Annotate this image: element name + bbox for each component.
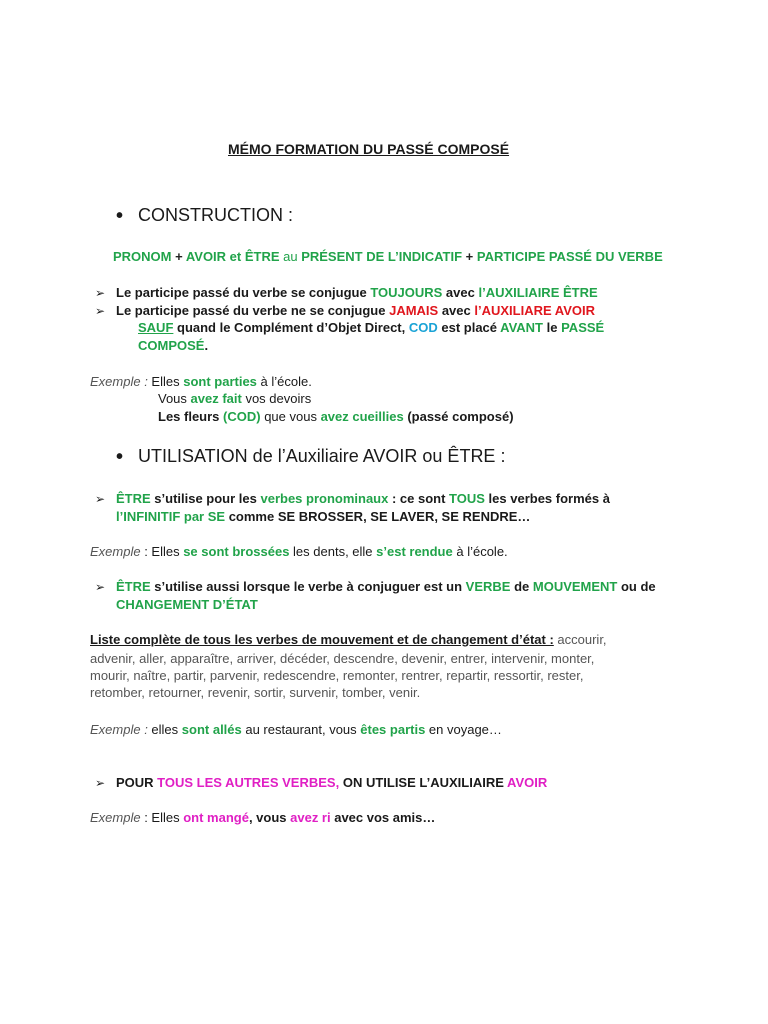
rule-mouvement-line1: ÊTRE s’utilise aussi lorsque le verbe à conjuguer est un VERBE de MOUVEMENT ou de xyxy=(116,579,656,594)
example-pronominaux: Exemple : Elles se sont brossées les dents, elle s’est rendue à l’école. xyxy=(90,544,508,559)
arrow-bullet-icon: ➢ xyxy=(95,304,106,318)
verb-list-line4: retomber, retourner, revenir, sortir, survenir, tomber, venir. xyxy=(90,685,421,700)
bullet-dot: • xyxy=(116,446,124,468)
rule-pronominaux-line2: l’INFINITIF par SE comme SE BROSSER, SE LAVER, SE RENDRE… xyxy=(116,509,531,524)
verb-list-line1: Liste complète de tous les verbes de mouvement et de changement d’état : accourir, xyxy=(90,632,607,647)
arrow-bullet-icon: ➢ xyxy=(95,776,106,790)
example-construction-line1: Exemple : Elles sont parties à l’école. xyxy=(90,374,312,389)
construction-formula: PRONOM + AVOIR et ÊTRE au PRÉSENT DE L’INDICATIF + PARTICIPE PASSÉ DU VERBE xyxy=(113,249,663,264)
rule-mouvement-line2: CHANGEMENT D’ÉTAT xyxy=(116,597,258,612)
example-construction-line3: Les fleurs (COD) que vous avez cueillies (passé composé) xyxy=(158,409,514,424)
example-mouvement: Exemple : elles sont allés au restaurant, vous êtes partis en voyage… xyxy=(90,722,502,737)
rule-autres-verbes: POUR TOUS LES AUTRES VERBES, ON UTILISE L’AUXILIAIRE AVOIR xyxy=(116,775,548,790)
rule-jamais-line1: Le participe passé du verbe ne se conjugue JAMAIS avec l’AUXILIARE AVOIR xyxy=(116,303,595,318)
arrow-bullet-icon: ➢ xyxy=(95,580,106,594)
section-heading-construction: CONSTRUCTION : xyxy=(138,205,293,225)
example-construction-line2: Vous avez fait vos devoirs xyxy=(158,391,312,406)
verb-list-line3: mourir, naître, partir, parvenir, redescendre, remonter, rentrer, repartir, ressortir, rester, xyxy=(90,668,584,683)
section-heading-utilisation: UTILISATION de l’Auxiliaire AVOIR ou ÊTRE : xyxy=(138,446,506,466)
rule-jamais-line3: COMPOSÉ. xyxy=(138,338,209,353)
example-avoir: Exemple : Elles ont mangé, vous avez ri avec vos amis… xyxy=(90,810,436,825)
arrow-bullet-icon: ➢ xyxy=(95,492,106,506)
rule-pronominaux-line1: ÊTRE s’utilise pour les verbes pronominaux : ce sont TOUS les verbes formés à xyxy=(116,491,610,506)
arrow-bullet-icon: ➢ xyxy=(95,286,106,300)
rule-toujours: Le participe passé du verbe se conjugue TOUJOURS avec l’AUXILIAIRE ÊTRE xyxy=(116,285,598,300)
bullet-dot: • xyxy=(116,205,124,227)
rule-jamais-line2: SAUF quand le Complément d’Objet Direct, COD est placé AVANT le PASSÉ xyxy=(138,320,605,335)
verb-list-line2: advenir, aller, apparaître, arriver, décéder, descendre, devenir, entrer, intervenir, monter, xyxy=(90,651,595,666)
page-title: MÉMO FORMATION DU PASSÉ COMPOSÉ xyxy=(228,141,510,157)
